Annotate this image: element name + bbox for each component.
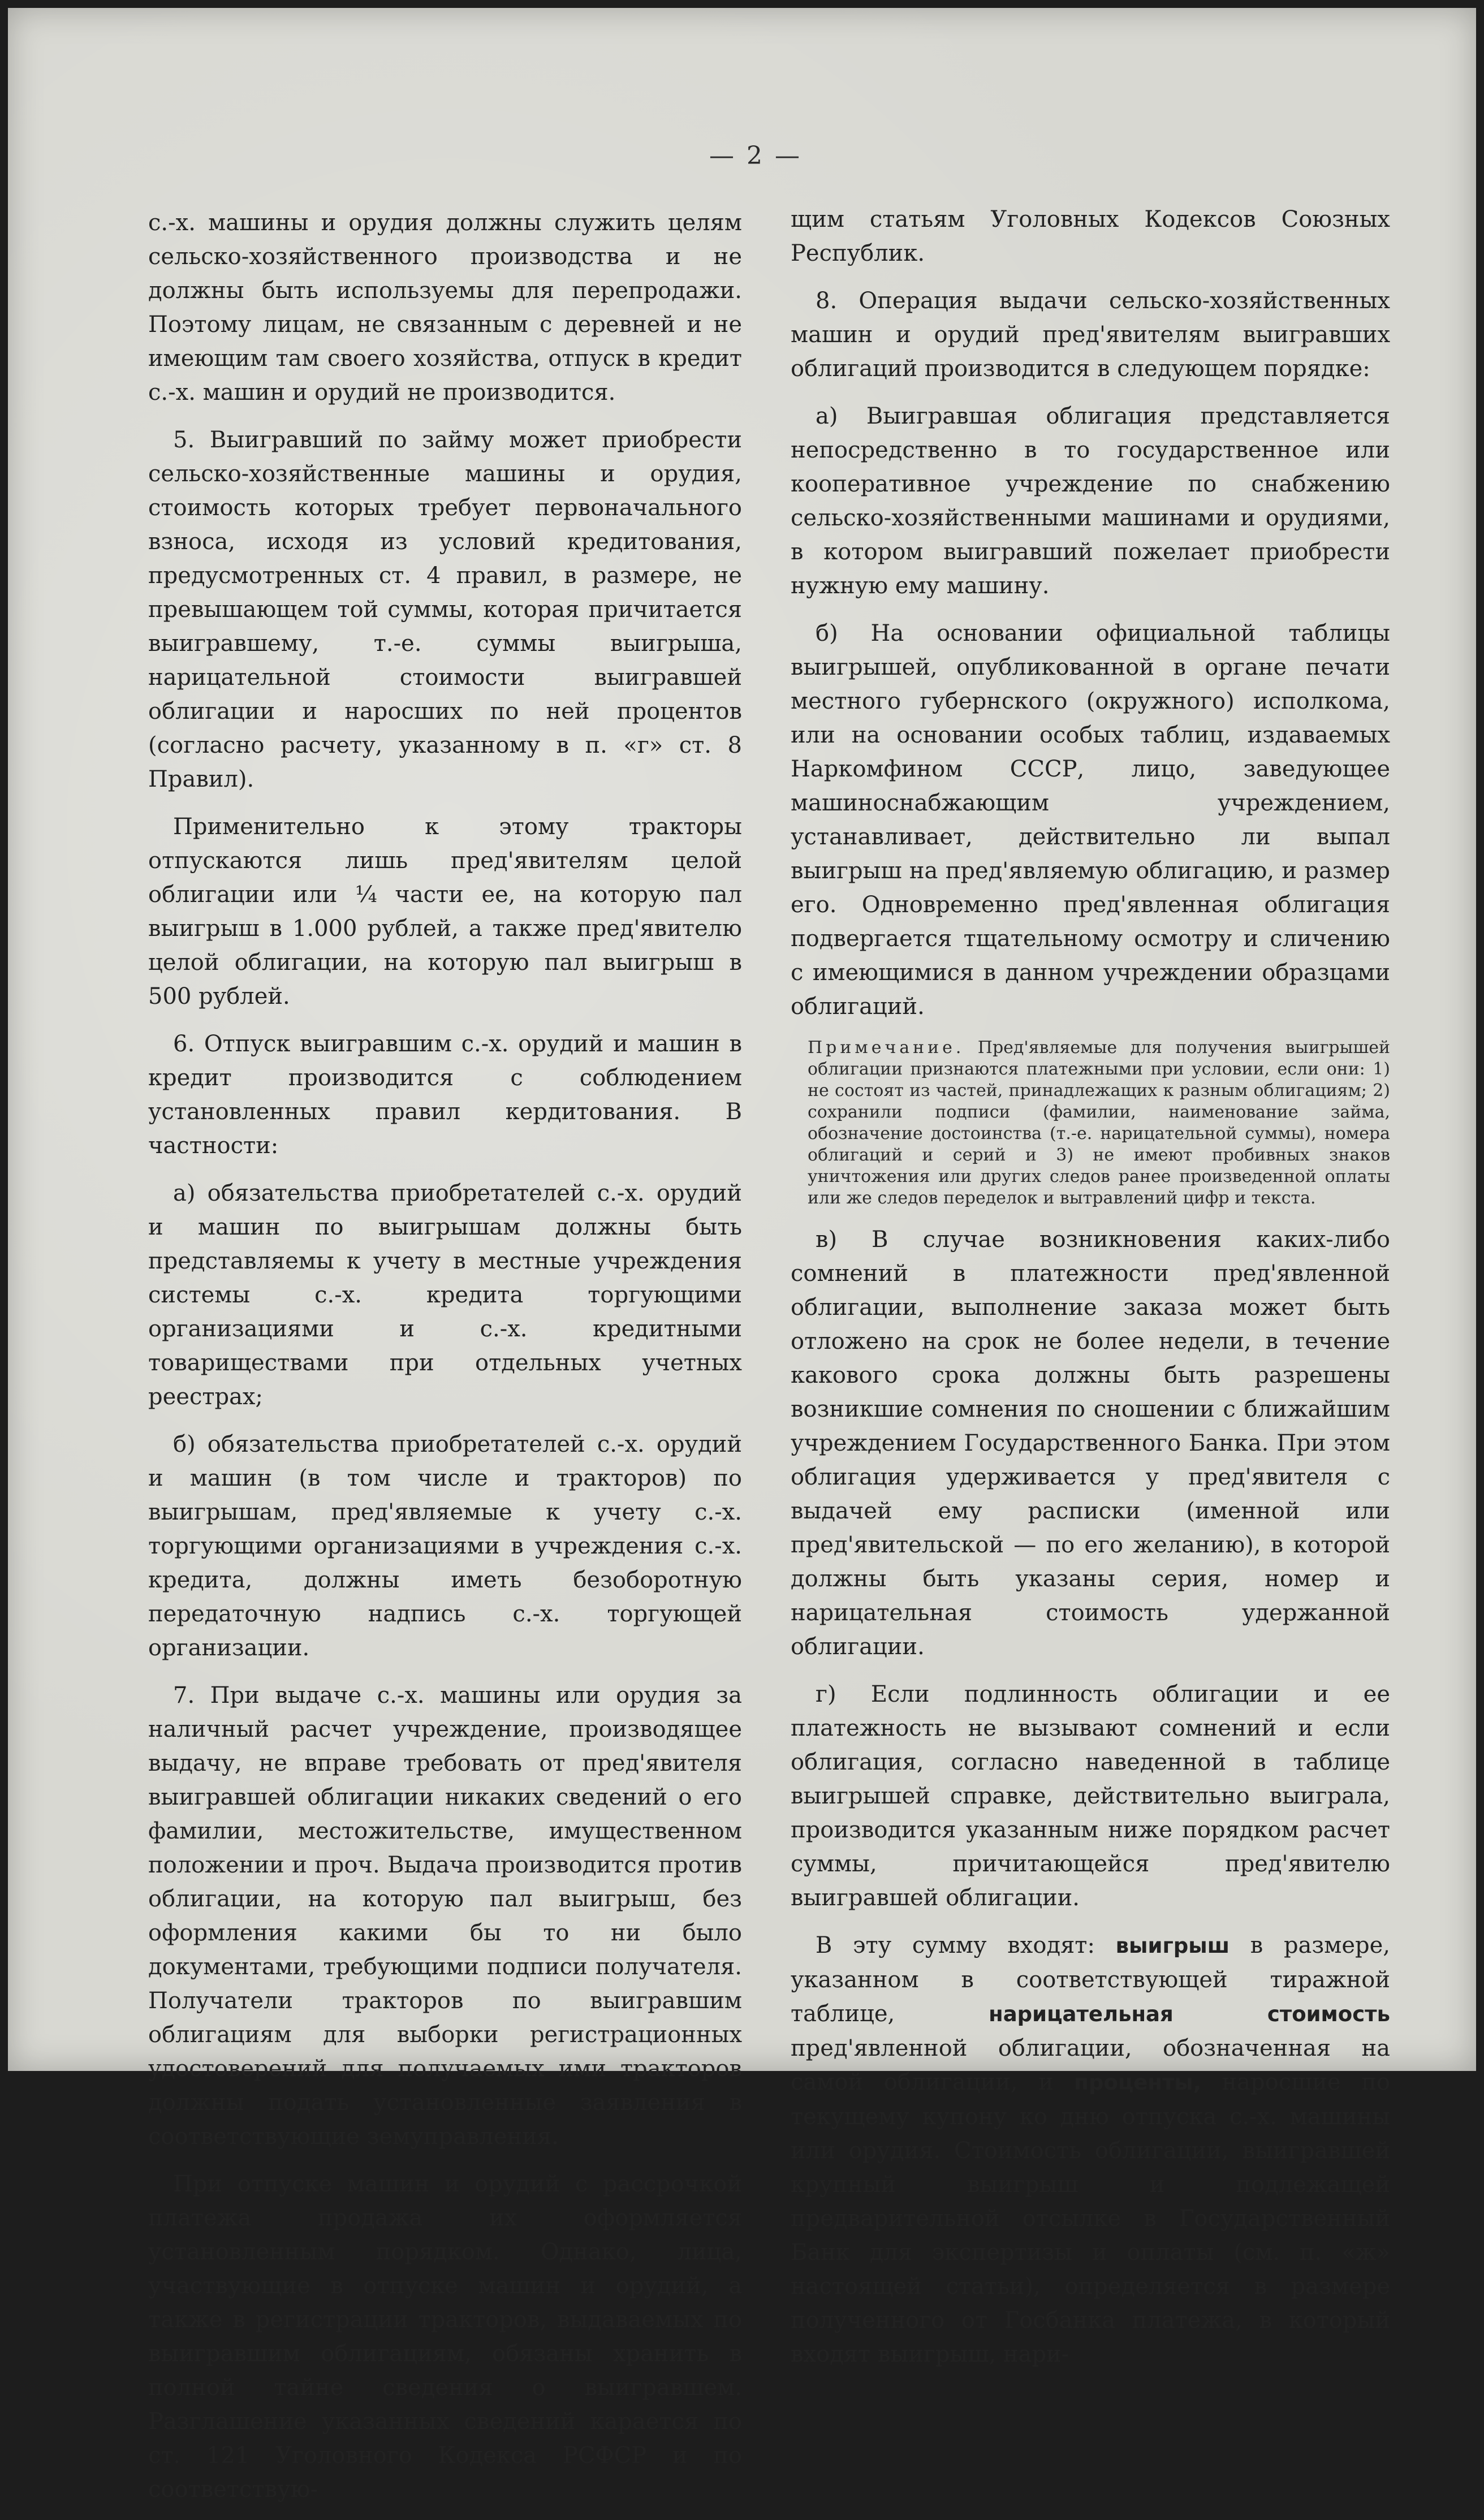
document-page bbox=[8, 8, 1476, 2502]
paragraph: 6. Отпуск выигравшим с.-х. орудий и машин в кредит производится с соблюдением установленных правил кердитования. В частности: bbox=[148, 1031, 742, 1159]
paragraph: с.-х. машины и орудия должны служить целям сельско-хозяйственного производства и не должны быть используемы для перепродажи. Поэтому лицам, не связанным с деревней и не имеющим там своего хозяйства, отпуск в кредит с.-х. машин и орудий не производится. bbox=[148, 210, 742, 405]
paragraph: Применительно к этому тракторы отпускаются лишь пред'явителям целой облигации или ¼ части ее, на которую пал выигрыш в 1.000 рублей, а также пред'явителю целой облигации, на которую пал выигрыш в 500 рублей. bbox=[148, 814, 742, 1009]
paragraph: б) обязательства приобретателей с.-х. орудий и машин (в том числе и тракторов) по выигрышам, пред'являемые к учету с.-х. торгующими организациями в учреждения с.-х. кредита, должны иметь безоборотную передаточную надпись с.-х. торгующей организации. bbox=[148, 1431, 742, 1661]
text-run: В эту сумму входят: bbox=[816, 1932, 1116, 1958]
paragraph: 7. При выдаче с.-х. машины или орудия за наличный расчет учреждение, производящее выдачу, не вправе требовать от пред'явителя выигравшей облигации никаких сведений о его фамилии, местожительстве, имущественном положении и проч. Выдача производится против облигации, на которую пал выигрыш, без оформления какими бы то ни было документами, требующими подписи получателя. Получатели тракторов по выигравшим облигациям для выборки регистрационных удостоверений для получаемых ими тракторов должны подать установленные заявления в соответствующие земуправления. bbox=[148, 1682, 742, 2150]
bold-term: проценты, bbox=[1074, 2070, 1201, 2095]
footnote bbox=[791, 1037, 1390, 1209]
paragraph: При отпуске машин и орудий с рассрочкой платежа продажа их оформляется установленным порядком. Однако, лица, участвующие в отпуске машин и орудий, а также в регистрации тракторов, выдаваемых по выигравшим облигациям, обязаны хранить в полной тайне сведения о выигравшем. Разглашение указанных сведений карается по ст. 121 Уголовного Кодекса РСФСР и по соответствую- bbox=[148, 2171, 742, 2502]
text-run: наросшие по текущему купону ко дню отпуска с.-х. машины или орудия. Стоимость облигации, выигравшей крупный выигрыш и подлежащей предварительной отсылке в Государственный Банк для экспертизы и оплаты (см. п. «ж» настоящей статьи), определяется в размере полученного от Госбанка платежа, в который входят выигрыш, нари- bbox=[791, 2069, 1390, 2367]
text-run: пред'явленной облигации, обозначенная на самой облигации, и bbox=[791, 2035, 1390, 2095]
paragraph: б) На основании официальной таблицы выигрышей, опубликованной в органе печати местного губернского (окружного) исполкома, или на основании особых таблиц, издаваемых Наркомфином СССР, лицо, заведующее машиноснабжающим учреждением, устанавливает, действительно ли выпал выигрыш на пред'являемую облигацию, и размер его. Одновременно пред'явленная облигация подвергается тщательному осмотру и сличению с имеющимися в данном учреждении образцами облигаций. bbox=[791, 620, 1390, 1020]
paragraph: а) обязательства приобретателей с.-х. орудий и машин по выигрышам должны быть представляемы к учету в местные учреждения системы с.-х. кредита торгующими организациями и с.-х. кредитными товариществами при отдельных учетных реестрах; bbox=[148, 1180, 742, 1410]
paragraph: 5. Выигравший по займу может приобрести сельско-хозяйственные машины и орудия, стоимость которых требует первоначального взноса, исходя из условий кредитования, предусмотренных ст. 4 правил, в размере, не превышающем той суммы, которая причитается выигравшему, т.-е. суммы выигрыша, нарицательной стоимости выигравшей облигации и наросших по ней процентов (согласно расчету, указанному в п. «г» ст. 8 Правил). bbox=[148, 427, 742, 792]
paragraph: щим статьям Уголовных Кодексов Союзных Республик. bbox=[791, 206, 1390, 266]
paragraph: в) В случае возникновения каких-либо сомнений в платежности пред'явленной облигации, выполнение заказа может быть отложено на срок не более недели, в течение какового срока должны быть разрешены возникшие сомнения по сношении с ближайшим учреждением Государственного Банка. При этом облигация удерживается у пред'явителя с выдачей ему расписки (именной или пред'явительской — по его желанию), в которой должны быть указаны серия, номер и нарицательная стоимость удержанной облигации. bbox=[791, 1227, 1390, 1660]
bold-term: выигрыш bbox=[1115, 1934, 1230, 1958]
paragraph: 8. Операция выдачи сельско-хозяйственных машин и орудий пред'явителям выигравших облигаций производится в следующем порядке: bbox=[791, 288, 1390, 382]
paragraph: г) Если подлинность облигации и ее платежность не вызывают сомнений и если облигация, согласно наведенной в таблице выигрышей справке, действительно выиграла, производится указанным ниже порядком расчет суммы, причитающейся пред'явителю выигравшей облигации. bbox=[791, 1681, 1390, 1911]
bold-term: нарицательная стоимость bbox=[989, 2002, 1390, 2026]
right-column bbox=[791, 202, 1390, 2385]
text-run: в размере, указанном в соответствующей тиражной таблице, bbox=[791, 1932, 1391, 2027]
paragraph bbox=[791, 1928, 1390, 2371]
footnote-heading: Примечание. bbox=[808, 1038, 965, 1058]
page-number: — 2 — bbox=[709, 141, 802, 170]
left-column bbox=[148, 206, 742, 2520]
paragraph: а) Выигравшая облигация представляется непосредственно в то государственное или кооперативное учреждение по снабжению сельско-хозяйственными машинами и орудиями, в котором выигравший пожелает приобрести нужную ему машину. bbox=[791, 403, 1390, 599]
footnote-text: Пред'являемые для получения выигрышей облигации признаются платежными при условии, если они: 1) не состоят из частей, принадлежащих к разным облигациям; 2) сохранили подписи (фамилии, наименование займа, обозначение достоинства (т.-е. нарицательной суммы), номера облигаций и серий и 3) не имеют пробивных знаков уничтожения или других следов ранее произведенной оплаты или же следов переделок и вытравлений цифр и текста. bbox=[808, 1038, 1391, 1208]
